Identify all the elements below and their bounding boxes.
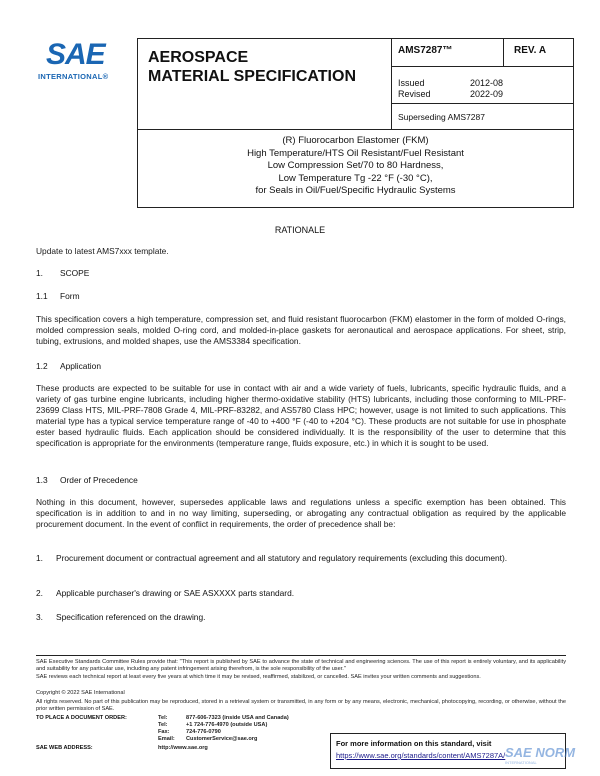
header-divider-2 — [391, 103, 574, 104]
superseding-note: Superseding AMS7287 — [398, 112, 485, 122]
web-link[interactable]: http://www.sae.org — [158, 745, 208, 751]
revised-label: Revised — [398, 89, 431, 99]
logo-brand: SAE — [46, 38, 105, 71]
section-1-1-title: Form — [60, 291, 80, 301]
section-1-3-number: 1.3 — [36, 475, 48, 485]
subject-line-2: High Temperature/HTS Oil Resistant/Fuel Resistant — [247, 147, 464, 159]
footer-copyright: Copyright © 2022 SAE International — [36, 690, 125, 696]
footer-review-note: SAE reviews each technical report at least every five years at which time it may be revised, reaffirmed, stabilized, or cancelled. SAE invites your written comments and suggestions. — [36, 674, 481, 680]
footer-rules-note: SAE Executive Standards Committee Rules provide that: "This report is published by SAE to advance the state of technical and engineering sciences. The use of this report is entirely voluntary, and its applicability and suitability for any particular use, including any patent infringement arising therefrom, is the sole responsibility of the user." — [36, 659, 566, 672]
watermark: SAE NORM — [505, 745, 576, 760]
standard-url-link[interactable]: https://www.sae.org/standards/content/AMS7287A/ — [336, 751, 506, 760]
rationale-text: Update to latest AMS7xxx template. — [36, 246, 169, 256]
subject-line-1: (R) Fluorocarbon Elastomer (FKM) — [282, 135, 429, 146]
rationale-heading: RATIONALE — [274, 225, 326, 235]
fax-number: 724-776-0790 — [186, 729, 221, 735]
title-line-1: AEROSPACE — [148, 49, 249, 66]
subject-line-4: Low Temperature Tg -22 °F (-30 °C), — [278, 172, 433, 184]
section-1-1-heading — [36, 291, 80, 301]
document-subject — [137, 135, 574, 198]
section-1-1-number: 1.1 — [36, 291, 48, 301]
issued-label: Issued — [398, 78, 425, 88]
tel-usa: 877-606-7323 (inside USA and Canada) — [186, 715, 289, 721]
section-1-number: 1. — [36, 268, 43, 278]
issued-date: 2012-08 — [470, 78, 504, 88]
section-1-3-text: Nothing in this document, however, supersedes applicable laws and regulations unless a specific exemption has been obtained. This specification is in addition to and in no way limiting, superseding, or abrogating any contractual obligation as required by the applicable procurement document. In the event of conflict in requirements, the order of precedence shall be: — [36, 497, 566, 529]
info-title: For more information on this standard, visit — [336, 739, 492, 748]
logo-subtitle: INTERNATIONAL® — [38, 72, 109, 81]
watermark-sub: INTERNATIONAL — [505, 760, 537, 765]
section-1-2-title: Application — [60, 361, 101, 371]
subject-line-5: for Seals in Oil/Fuel/Specific Hydraulic Systems — [255, 185, 456, 196]
tel-intl: +1 724-776-4970 (outside USA) — [186, 722, 268, 728]
section-1-title: SCOPE — [60, 268, 90, 278]
tel2-label: Tel: — [158, 722, 168, 728]
order-label: TO PLACE A DOCUMENT ORDER: — [36, 715, 127, 721]
revision-label: REV. A — [514, 45, 547, 56]
section-1-2-heading — [36, 361, 101, 371]
list-item-text: Applicable purchaser's drawing or SAE ASXXXX parts standard. — [56, 588, 295, 598]
revised-date: 2022-09 — [470, 89, 504, 99]
header-divider-1 — [391, 66, 574, 67]
list-item-text: Procurement document or contractual agreement and all statutory and regulatory requirements (excluding this document). — [56, 553, 508, 563]
section-1-2-text: These products are expected to be suitable for use in contact with air and a wide variety of fuels, lubricants, specific hydraulic fluids, and a variety of gas turbine engine lubricants, including higher thermo-oxidative stability (HTS) lubricants, including those conforming to MIL-PRF-23699 Class HTS, MIL-PRF-7808 Grade 4, MIL-PRF-83282, and AS5780 Class HPC; however, usage is not limited to such applications. This material type has a typical service temperature range of -40 to +400 °F (-40 to +204 °C). These products are not suitable for use in phosphate ester based hydraulic fluids. Each application should be considered individually. It is the responsibility of the user to determine that this specification is appropriate for the environments (temperature range, fluids exposure, etc.) in which it is sought to be used. — [36, 383, 566, 448]
footer-rule — [36, 655, 566, 656]
document-type-title — [148, 48, 356, 86]
header-divider-rev — [503, 38, 504, 66]
section-1-3-title: Order of Precedence — [60, 475, 138, 485]
footer-rights-note: All rights reserved. No part of this publication may be reproduced, stored in a retrieval system or transmitted, in any form or by any means, electronic, mechanical, photocopying, recording, or otherwise, without the prior written permission of SAE. — [36, 699, 566, 712]
section-1-2-number: 1.2 — [36, 361, 48, 371]
tel-label: Tel: — [158, 715, 168, 721]
email-label: Email: — [158, 736, 175, 742]
web-label: SAE WEB ADDRESS: — [36, 745, 93, 751]
section-1-3-heading — [36, 475, 138, 485]
header-divider-vertical — [391, 38, 392, 130]
fax-label: Fax: — [158, 729, 170, 735]
section-1-1-text: This specification covers a high temperature, compression set, and fluid resistant fluorocarbon (FKM) elastomer in the form of molded O-rings, molded compression seals, molded O-ring cord, and molded-in-place gaskets for aeronautical and aerospace applications. For sheet, strip, tubing, extrusions, and molded shapes, use the AMS3384 specification. — [36, 314, 566, 346]
list-item-number: 3. — [36, 612, 43, 622]
subject-line-3: Low Compression Set/70 to 80 Hardness, — [267, 160, 444, 171]
list-item-text: Specification referenced on the drawing. — [56, 612, 206, 622]
document-number: AMS7287™ — [398, 45, 453, 56]
section-1-heading — [36, 268, 89, 278]
list-item-number: 1. — [36, 553, 43, 563]
title-line-2: MATERIAL SPECIFICATION — [148, 68, 356, 85]
list-item-number: 2. — [36, 588, 43, 598]
sae-logo — [38, 38, 130, 84]
email-link[interactable]: CustomerService@sae.org — [186, 736, 258, 742]
